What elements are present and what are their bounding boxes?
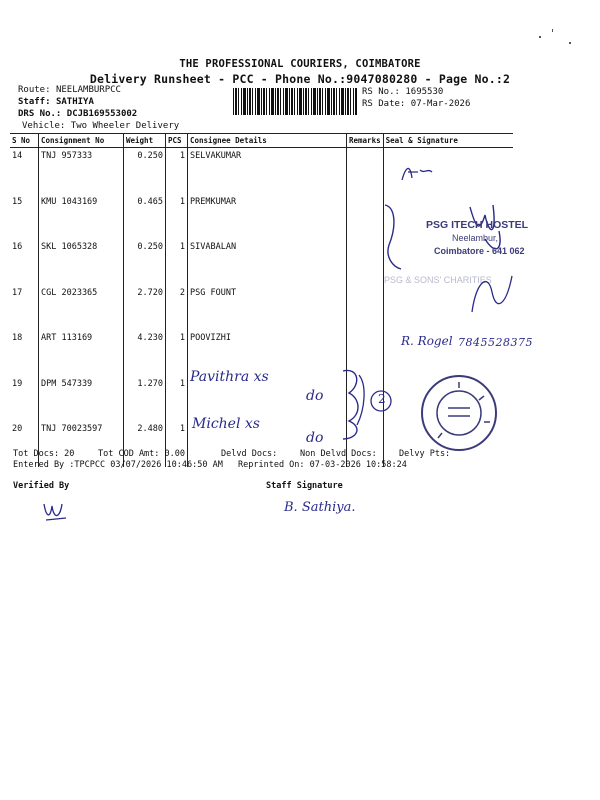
drs-label: DRS No.: (18, 109, 62, 119)
cell-consignment: CGL 2023365 (39, 285, 124, 331)
drs-value: DCJB169553002 (66, 109, 138, 119)
rs-no-value: 1695530 (405, 87, 444, 97)
row20-do: do (306, 430, 324, 446)
row19-handwritten-name: Pavithra xs (190, 369, 269, 385)
scan-speck (539, 36, 541, 38)
psg-stamp-line3: Coimbatore - 641 062 (434, 246, 525, 256)
psg-stamp-line2: Neelambur, (452, 233, 499, 243)
staff-handwritten-signature: B. Sathiya. (284, 500, 356, 515)
col-remarks: Remarks (347, 134, 384, 148)
signature-row17 (462, 262, 522, 322)
table-header-row (10, 134, 513, 148)
rs-date-value: 07-Mar-2026 (410, 99, 471, 109)
col-consignment: Consignment No (39, 134, 124, 148)
round-seal (418, 372, 500, 454)
verified-signature (40, 496, 70, 526)
rs-date-label: RS Date: (362, 99, 406, 109)
row20-handwritten-name: Michel xs (192, 416, 260, 432)
cell-weight: 0.250 (124, 148, 166, 194)
verified-by-label: Verified By (13, 481, 70, 491)
entered-by: Entered By :TPCPCC 03/07/2026 10:46:50 AM (13, 460, 223, 470)
barcode (233, 88, 357, 115)
psg-stamp-line1: PSG ITECH HOSTEL (426, 219, 529, 231)
cell-consignment: ART 113169 (39, 330, 124, 376)
drs-line (18, 109, 137, 119)
col-seal: Seal & Signature (383, 134, 513, 148)
cell-weight: 2.720 (124, 285, 166, 331)
cell-weight: 4.230 (124, 330, 166, 376)
cell-pcs: 1 (166, 194, 188, 240)
cell-remarks (347, 285, 384, 331)
rs-date-line (362, 99, 470, 109)
col-sno: S No (10, 134, 39, 148)
staff-signature-label: Staff Signature (266, 481, 343, 491)
non-delvd-docs: Non Delvd Docs: (300, 449, 377, 459)
scan-speck (569, 42, 571, 44)
cell-consignment: TNJ 70023597 (39, 421, 124, 467)
rs-no-label: RS No.: (362, 87, 400, 97)
vehicle-label: Vehicle: (22, 121, 66, 131)
row18-phone: 7845528375 (458, 336, 533, 349)
cell-consignment: KMU 1043169 (39, 194, 124, 240)
cell-sno: 15 (12, 196, 23, 207)
staff-value: SATHIYA (55, 97, 94, 107)
cell-consignee: SIVABALAN (188, 239, 347, 285)
scan-speck (552, 29, 553, 32)
tot-cod-amt: Tot COD Amt: 0.00 (98, 449, 185, 459)
vehicle-value: Two Wheeler Delivery (70, 121, 180, 131)
cell-pcs: 1 (166, 148, 188, 194)
col-consignee: Consignee Details (188, 134, 347, 148)
cell-sno: 18 (12, 333, 23, 343)
tot-docs: Tot Docs: 20 (13, 449, 75, 459)
route-value: NEELAMBURPCC (55, 85, 121, 95)
signature-row14 (398, 160, 438, 186)
cell-consignment: SKL 1065328 (39, 239, 124, 285)
runsheet-subtitle: Delivery Runsheet - PCC - Phone No.:9047080280 - Page No.:2 (89, 72, 511, 86)
row19-do: do (306, 388, 324, 404)
cell-weight: 2.480 (124, 421, 166, 467)
cell-pcs: 1 (166, 330, 188, 376)
cell-consignee: PSG FOUNT (188, 285, 347, 331)
row18-signature: R. Rogel (401, 334, 453, 348)
cell-consignee: SELVAKUMAR (188, 148, 347, 194)
charities-stamp: PSG & SONS' CHARITIES (384, 275, 492, 285)
rs-no-line (362, 87, 443, 97)
delvy-pts: Delvy Pts: (399, 449, 451, 459)
cell-consignee: PREMKUMAR (188, 194, 347, 240)
vehicle-line (22, 121, 179, 131)
cell-consignment: DPM 547339 (39, 376, 124, 422)
cell-sno: 16 (12, 242, 23, 252)
cell-remarks (347, 148, 384, 194)
cell-pcs: 1 (166, 421, 188, 467)
cell-pcs: 1 (166, 376, 188, 422)
col-weight: Weight (124, 134, 166, 148)
cell-weight: 1.270 (124, 376, 166, 422)
route-line (18, 85, 121, 95)
cell-consignee: POOVIZHI (188, 330, 347, 376)
cell-weight: 0.250 (124, 239, 166, 285)
route-label: Route: (18, 85, 51, 95)
reprinted-on: Reprinted On: 07-03-2026 10:58:24 (238, 460, 407, 470)
cell-sno: 19 (12, 378, 23, 389)
cell-sno: 14 (12, 151, 23, 161)
staff-label: Staff: (18, 97, 51, 107)
staff-line (18, 97, 94, 107)
cell-weight: 0.465 (124, 194, 166, 240)
col-pcs: PCS (166, 134, 188, 148)
company-title: THE PROFESSIONAL COURIERS, COIMBATORE (179, 58, 421, 70)
cell-pcs: 1 (166, 239, 188, 285)
cell-sno: 17 (12, 287, 23, 298)
cell-pcs: 2 (166, 285, 188, 331)
cell-consignment: TNJ 957333 (39, 148, 124, 194)
delvd-docs: Delvd Docs: (221, 449, 278, 459)
table-row (10, 285, 513, 331)
cell-sno: 20 (12, 424, 23, 434)
circled-number: 2 (378, 392, 386, 406)
bracket-scribble (335, 365, 405, 445)
